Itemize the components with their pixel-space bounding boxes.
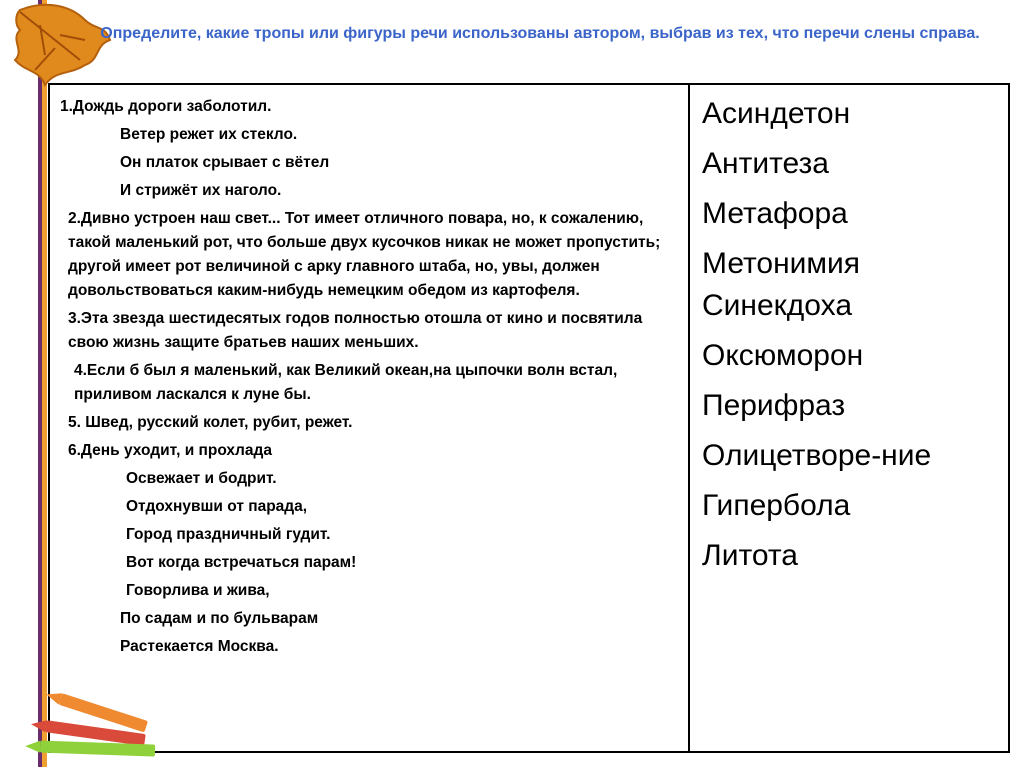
- term-item: Метафора: [702, 197, 848, 230]
- term-item: Литота: [702, 539, 798, 572]
- term-item: Асиндетон: [702, 97, 851, 130]
- example-line: Он платок срывает с вётел: [120, 154, 330, 171]
- example-paragraph: 2.Дивно устроен наш свет... Тот имеет отличного повара, но, к сожалению, такой маленький рот, что больше двух кусочков никак не может пропустить; другой имеет рот величиной с арку главного штаба, но, увы, должен довольствоваться каким-нибудь немецким обедом из картофеля.: [68, 210, 661, 299]
- column-divider: [688, 85, 690, 751]
- example-line: Вот когда встречаться парам!: [126, 554, 357, 571]
- examples-column: [60, 95, 680, 663]
- crayons-icon: [0, 680, 170, 767]
- decorative-bar-accent: [42, 0, 47, 767]
- example-line: Город праздничный гудит.: [126, 526, 331, 543]
- example-line: 6.День уходит, и прохлада: [68, 442, 272, 459]
- term-item: Синекдоха: [702, 289, 852, 322]
- task-table: [48, 83, 1010, 753]
- term-item: Антитеза: [702, 147, 829, 180]
- example-line: Освежает и бодрит.: [126, 470, 277, 487]
- terms-column: [702, 93, 1002, 585]
- example-line: Говорлива и жива,: [126, 582, 270, 599]
- page-title: Определите, какие тропы или фигуры речи использованы автором, выбрав из тех, что перечи слены справа.: [100, 25, 980, 42]
- example-line: Растекается Москва.: [120, 638, 279, 655]
- example-paragraph: 4.Если б был я маленький, как Великий океан,на цыпочки волн встал, приливом ласкался к луне бы.: [74, 362, 618, 403]
- example-line: 1.Дождь дороги заболотил.: [60, 98, 272, 115]
- term-item: Перифраз: [702, 389, 846, 422]
- example-line: По садам и по бульварам: [120, 610, 319, 627]
- term-item: Оксюморон: [702, 339, 864, 372]
- term-item: Метонимия: [702, 247, 861, 280]
- example-line: И стрижёт их наголо.: [120, 182, 282, 199]
- example-line: Ветер режет их стекло.: [120, 126, 298, 143]
- term-item: Олицетворе-ние: [702, 439, 932, 472]
- term-item: Гипербола: [702, 489, 851, 522]
- example-paragraph: 3.Эта звезда шестидесятых годов полностью отошла от кино и посвятила свою жизнь защите братьев наших меньших.: [68, 310, 643, 351]
- example-line: Отдохнувши от парада,: [126, 498, 308, 515]
- example-line: 5. Швед, русский колет, рубит, режет.: [68, 414, 353, 431]
